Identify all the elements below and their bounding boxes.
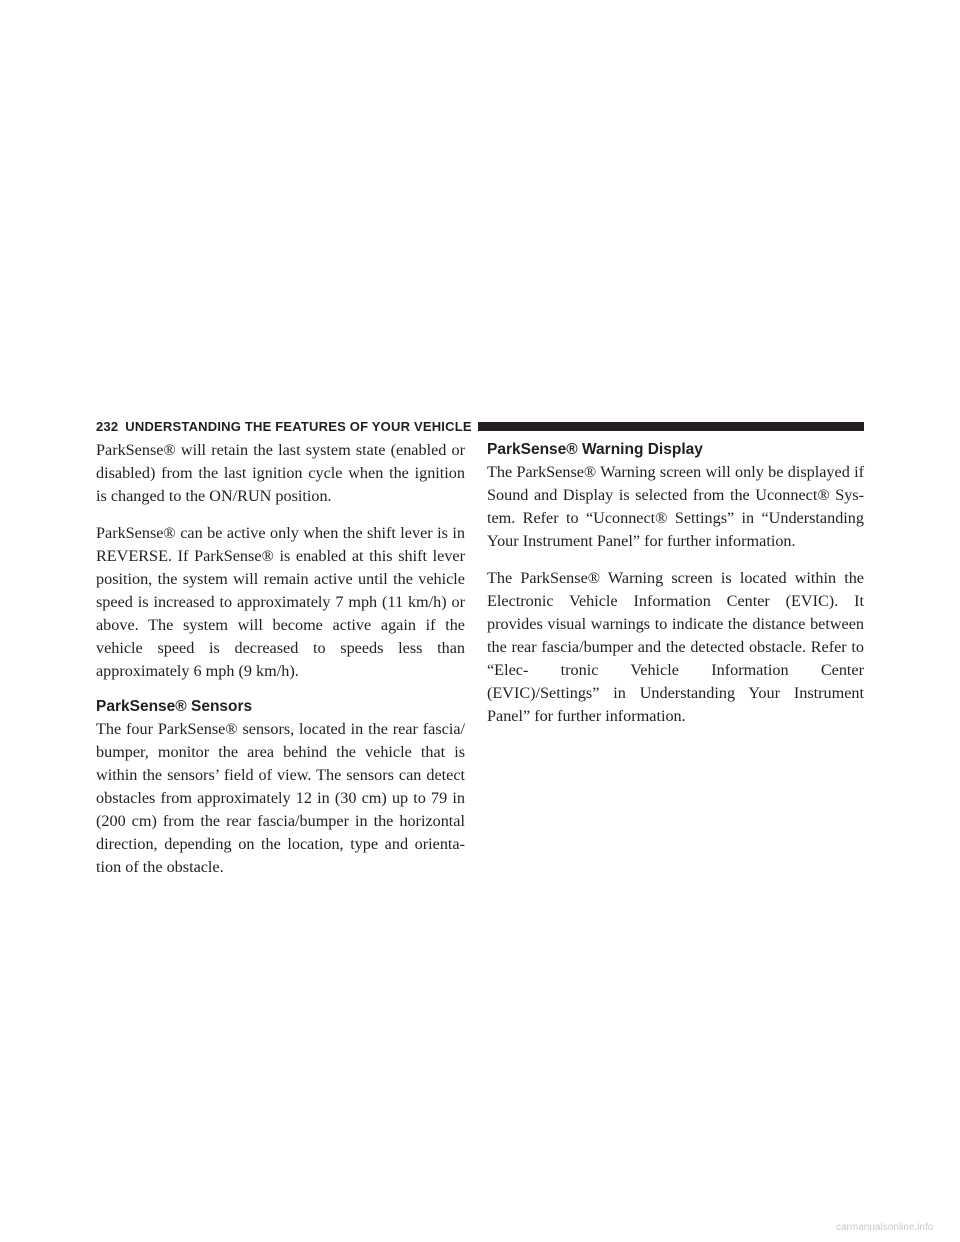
right-column (487, 439, 864, 742)
paragraph-retain-state: ParkSense® will retain the last system state (enabled or disabled) from the last ignition cycle when the ignition is changed to the ON/RUN position. (96, 441, 465, 505)
running-title: UNDERSTANDING THE FEATURES OF YOUR VEHICLE (125, 418, 472, 434)
footer-watermark: carmanualsonline.info (836, 1222, 934, 1233)
paragraph-active-reverse: ParkSense® can be active only when the shift lever is in REVERSE. If ParkSense® is enabled at this shift lever position, the system will remain active until the vehicle speed is increased to approximately 7 mph (11 km/h) or above. The system will become active again if the vehicle speed is decreased to speeds less than approximately 6 mph (9 km/h). (96, 524, 465, 680)
paragraph-warning-screen: The ParkSense® Warning screen will only be displayed if Sound and Display is selected from the Uconnect® Sys- tem. Refer to “Uconnect® Settings” in “Understanding Your Instrument Panel” for further information. (487, 463, 864, 550)
left-column (96, 439, 465, 893)
paragraph-sensors: The four ParkSense® sensors, located in the rear fascia/ bumper, monitor the area behind the vehicle that is within the sensors’ field of view. The sensors can detect obstacles from approximately 12 in (30 cm) up to 79 in (200 cm) from the rear fascia/bumper in the horizontal direction, depending on the location, type and orienta- tion of the obstacle. (96, 720, 465, 876)
header-rule (478, 422, 864, 431)
heading-parksense-sensors: ParkSense® Sensors (96, 698, 253, 715)
page-header (96, 416, 864, 436)
heading-warning-display: ParkSense® Warning Display (487, 441, 703, 458)
page-number: 232 (96, 418, 119, 434)
paragraph-evic: The ParkSense® Warning screen is located within the Electronic Vehicle Information Center (EVIC). It provides visual warnings to indicate the distance between the rear fascia/bumper and the detected obstacle. Refer to “Elec- tronic Vehicle Information Center (EVIC)/Settings” in Understanding Your Instrument Panel” for further information. (487, 569, 864, 725)
